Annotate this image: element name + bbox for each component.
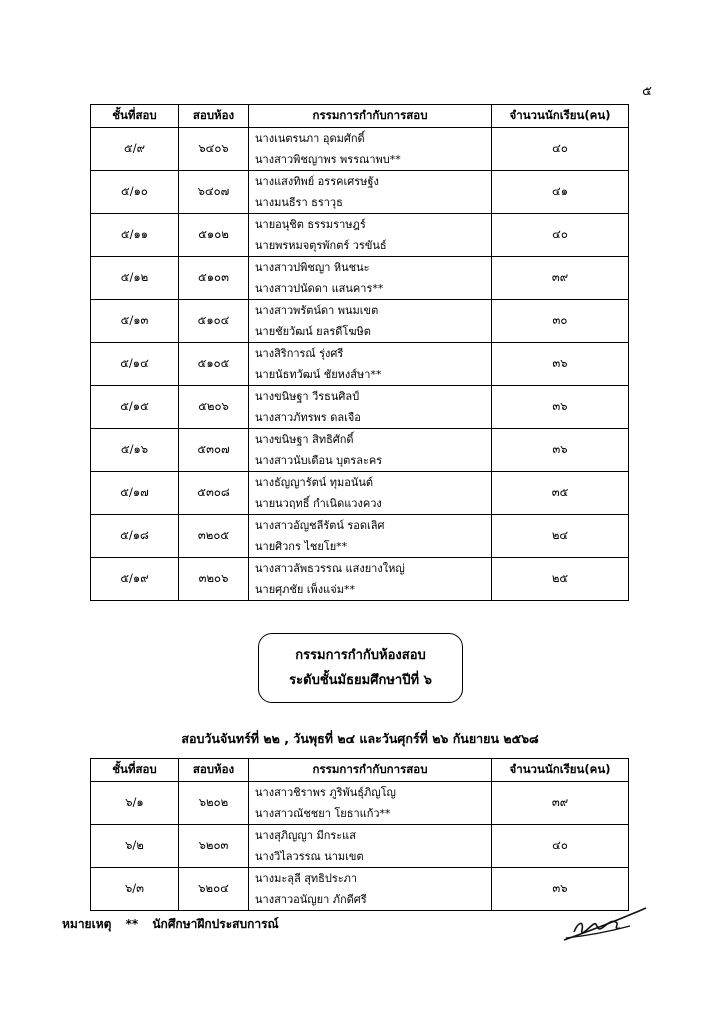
proctor-name: นางสาวปพิชญา หินชนะ bbox=[255, 261, 370, 274]
cell-students: ๓๙ bbox=[492, 782, 629, 825]
header-floor: ชั้นที่สอบ bbox=[91, 105, 179, 128]
cell-room: ๕๓๐๘ bbox=[179, 472, 249, 515]
cell-floor: ๕/๑๐ bbox=[91, 171, 179, 214]
proctor-name: นางสาวณัชชยา โยธาแก้ว** bbox=[255, 807, 391, 820]
table-row bbox=[91, 214, 629, 257]
cell-room: ๖๒๐๒ bbox=[179, 782, 249, 825]
cell-floor: ๕/๑๔ bbox=[91, 343, 179, 386]
proctor-name: นายนัธทวัฒน์ ชัยหงส์ษา** bbox=[255, 368, 382, 381]
cell-room: ๖๔๐๗ bbox=[179, 171, 249, 214]
table-row bbox=[91, 868, 629, 911]
cell-room: ๕๒๐๖ bbox=[179, 386, 249, 429]
cell-students: ๓๐ bbox=[492, 300, 629, 343]
cell-floor: ๕/๑๕ bbox=[91, 386, 179, 429]
cell-floor: ๕/๑๗ bbox=[91, 472, 179, 515]
cell-floor: ๕/๑๓ bbox=[91, 300, 179, 343]
cell-room: ๕๑๐๒ bbox=[179, 214, 249, 257]
cell-proctors bbox=[249, 782, 492, 825]
table-row bbox=[91, 825, 629, 868]
proctor-table-grade5 bbox=[90, 104, 629, 601]
cell-proctors bbox=[249, 214, 492, 257]
cell-room: ๕๑๐๔ bbox=[179, 300, 249, 343]
section-title: กรรมการกำกับห้องสอบ bbox=[295, 648, 426, 663]
cell-proctors bbox=[249, 386, 492, 429]
cell-floor: ๕/๙ bbox=[91, 128, 179, 171]
header-proctors: กรรมการกำกับการสอบ bbox=[249, 759, 492, 782]
exam-date: สอบวันจันทร์ที่ ๒๒ , วันพุธที่ ๒๔ และวันศุกร์ที่ ๒๖ กันยายน ๒๕๖๘ bbox=[181, 731, 539, 746]
cell-proctors bbox=[249, 868, 492, 911]
proctor-name: นางสาวอัญชลีรัตน์ รอดเลิศ bbox=[255, 519, 385, 532]
table-row bbox=[91, 386, 629, 429]
cell-floor: ๕/๑๖ bbox=[91, 429, 179, 472]
table-row bbox=[91, 515, 629, 558]
cell-room: ๖๒๐๓ bbox=[179, 825, 249, 868]
table-row bbox=[91, 472, 629, 515]
section-title-box bbox=[258, 633, 463, 703]
footnote bbox=[62, 915, 289, 934]
cell-students: ๓๖ bbox=[492, 343, 629, 386]
header-floor: ชั้นที่สอบ bbox=[91, 759, 179, 782]
cell-proctors bbox=[249, 472, 492, 515]
proctor-name: นางสาวพรัตน์ดา พนมเขต bbox=[255, 304, 379, 317]
cell-proctors bbox=[249, 300, 492, 343]
cell-students: ๓๖ bbox=[492, 868, 629, 911]
proctor-name: นางสาวลัพธวรรณ แสงยางใหญ่ bbox=[255, 562, 405, 575]
cell-students: ๓๙ bbox=[492, 257, 629, 300]
header-room: สอบห้อง bbox=[179, 759, 249, 782]
cell-proctors bbox=[249, 343, 492, 386]
note-text: นักศึกษาฝึกประสบการณ์ bbox=[152, 917, 279, 931]
cell-proctors bbox=[249, 429, 492, 472]
cell-room: ๕๓๐๗ bbox=[179, 429, 249, 472]
cell-room: ๕๑๐๓ bbox=[179, 257, 249, 300]
table-row bbox=[91, 171, 629, 214]
cell-proctors bbox=[249, 515, 492, 558]
table-body bbox=[91, 128, 629, 601]
proctor-name: นางขนิษฐา สิทธิศักดิ์ bbox=[255, 433, 354, 446]
proctor-table-grade6 bbox=[90, 758, 629, 911]
cell-students: ๒๕ bbox=[492, 558, 629, 601]
proctor-name: นางสาวนับเดือน บุตรละคร bbox=[255, 454, 383, 467]
proctor-name: นายศุภชัย เพ็งแจ่ม** bbox=[255, 583, 355, 596]
cell-floor: ๖/๓ bbox=[91, 868, 179, 911]
table-row bbox=[91, 558, 629, 601]
cell-proctors bbox=[249, 257, 492, 300]
cell-proctors bbox=[249, 128, 492, 171]
header-students: จำนวนนักเรียน(คน) bbox=[492, 105, 629, 128]
cell-students: ๓๖ bbox=[492, 386, 629, 429]
note-label: หมายเหตุ bbox=[62, 917, 112, 931]
table-header-row bbox=[91, 759, 629, 782]
cell-room: ๕๑๐๕ bbox=[179, 343, 249, 386]
page-number: ๕ bbox=[642, 84, 652, 99]
proctor-name: นายอนุชิต ธรรมราษฎร์ bbox=[255, 218, 366, 231]
proctor-name: นางแสงทิพย์ อรรคเศรษฐัง bbox=[255, 175, 379, 188]
table-body bbox=[91, 782, 629, 911]
cell-floor: ๖/๒ bbox=[91, 825, 179, 868]
table-row bbox=[91, 128, 629, 171]
table-row bbox=[91, 429, 629, 472]
proctor-name: นางสุภิญญา มีกระแส bbox=[255, 829, 356, 842]
cell-students: ๔๐ bbox=[492, 825, 629, 868]
proctor-name: นางสิริการณ์ รุ่งศรี bbox=[255, 347, 344, 360]
cell-students: ๓๕ bbox=[492, 472, 629, 515]
proctor-name: นางสาวปนัดดา แสนคาร** bbox=[255, 282, 384, 295]
proctor-name: นายพรหมจตุรพักตร์ วรขันธ์ bbox=[255, 239, 387, 252]
table-row bbox=[91, 343, 629, 386]
cell-floor: ๖/๑ bbox=[91, 782, 179, 825]
cell-proctors bbox=[249, 171, 492, 214]
table-header-row bbox=[91, 105, 629, 128]
proctor-name: นางสาวอนัญยา ภักดีศรี bbox=[255, 893, 367, 906]
cell-students: ๓๖ bbox=[492, 429, 629, 472]
table-row bbox=[91, 257, 629, 300]
cell-floor: ๕/๑๒ bbox=[91, 257, 179, 300]
proctor-name: นางวิไลวรรณ นามเขต bbox=[255, 850, 364, 863]
cell-students: ๔๐ bbox=[492, 214, 629, 257]
cell-floor: ๕/๑๑ bbox=[91, 214, 179, 257]
cell-floor: ๕/๑๘ bbox=[91, 515, 179, 558]
proctor-name: นางเนตรนภา อุดมศักดิ์ bbox=[255, 132, 365, 145]
proctor-name: นางสาวชิราพร ภูริพันธุ์ภิญโญ bbox=[255, 786, 396, 799]
header-proctors: กรรมการกำกับการสอบ bbox=[249, 105, 492, 128]
proctor-name: นางมนธีรา ธราวุธ bbox=[255, 196, 343, 209]
cell-room: ๖๔๐๖ bbox=[179, 128, 249, 171]
proctor-name: นางสาวภัทรพร ดลเจือ bbox=[255, 411, 361, 424]
proctor-name: นางขนิษฐา วีรธนศิลป์ bbox=[255, 390, 360, 403]
proctor-name: นางสาวพิชญาพร พรรณาพบ** bbox=[255, 153, 401, 166]
proctor-name: นายศิวกร ไชยโย** bbox=[255, 540, 348, 553]
proctor-name: นายนวฤทธิ์ กำเนิดแวงควง bbox=[255, 497, 382, 510]
proctor-name: นางมะลุลี สุทธิประภา bbox=[255, 872, 358, 885]
proctor-name: นางธัญญารัตน์ ทุมอนันต์ bbox=[255, 476, 374, 489]
signature-icon bbox=[560, 900, 650, 949]
cell-proctors bbox=[249, 825, 492, 868]
cell-room: ๓๒๐๖ bbox=[179, 558, 249, 601]
cell-students: ๔๑ bbox=[492, 171, 629, 214]
cell-proctors bbox=[249, 558, 492, 601]
table-row bbox=[91, 782, 629, 825]
section-subtitle: ระดับชั้นมัธยมศึกษาปีที่ ๖ bbox=[289, 673, 432, 688]
cell-students: ๒๔ bbox=[492, 515, 629, 558]
cell-students: ๔๐ bbox=[492, 128, 629, 171]
note-mark: ** bbox=[125, 917, 139, 931]
cell-room: ๖๒๐๔ bbox=[179, 868, 249, 911]
cell-floor: ๕/๑๙ bbox=[91, 558, 179, 601]
proctor-name: นายชัยวัฒน์ ยลรดีโฆษิต bbox=[255, 325, 371, 338]
table-row bbox=[91, 300, 629, 343]
header-students: จำนวนนักเรียน(คน) bbox=[492, 759, 629, 782]
header-room: สอบห้อง bbox=[179, 105, 249, 128]
cell-room: ๓๒๐๕ bbox=[179, 515, 249, 558]
